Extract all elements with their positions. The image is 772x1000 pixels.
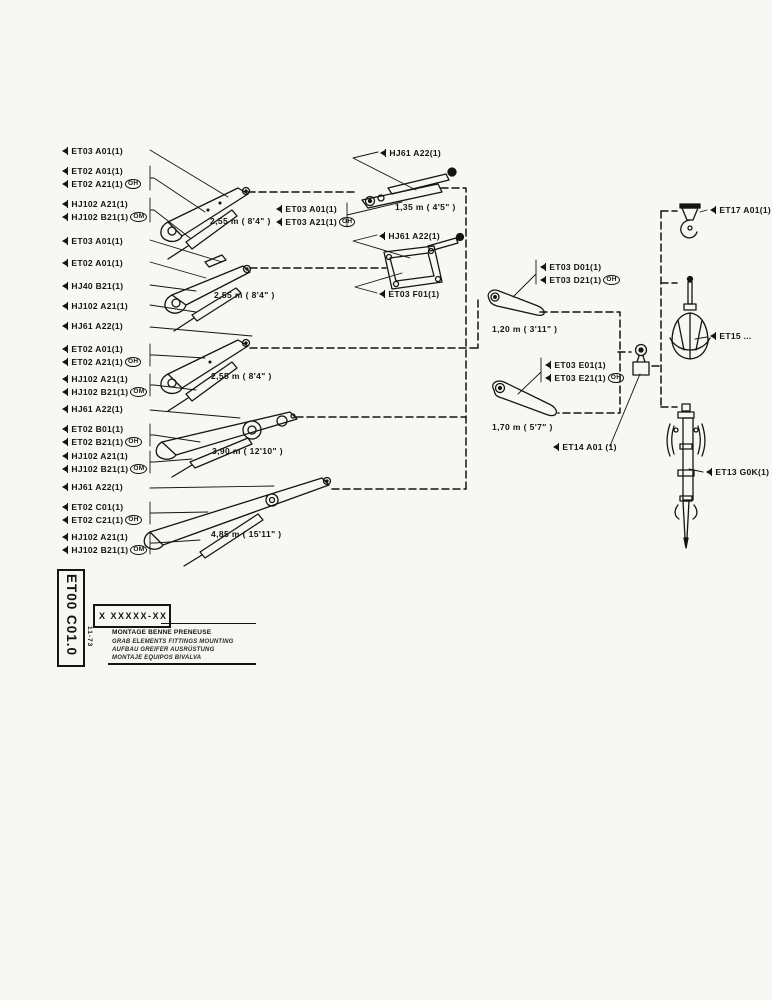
option-badge: OH: [125, 357, 141, 367]
part-ref-text: ET03 E21(1): [554, 373, 606, 383]
part-pointer-icon: [62, 260, 67, 266]
pointer-bar-icon: [550, 361, 551, 369]
part-pointer-icon: [540, 277, 545, 283]
part-label: [62, 437, 142, 447]
part-label: [706, 467, 769, 477]
part-ref-text: ET03 A01(1): [71, 146, 124, 156]
part-pointer-icon: [62, 534, 67, 540]
part-pointer-icon: [710, 333, 715, 339]
part-pointer-icon: [62, 547, 67, 553]
part-pointer-icon: [62, 283, 67, 289]
part-pointer-icon: [62, 517, 67, 523]
pointer-bar-icon: [67, 388, 68, 396]
page-code: ET00 C01.0: [64, 574, 79, 657]
measurement-label: 2,55 m ( 8'4" ): [210, 216, 271, 226]
pointer-bar-icon: [715, 206, 716, 214]
part-pointer-icon: [62, 484, 67, 490]
part-ref-text: ET03 E01(1): [554, 360, 606, 370]
desc-line-de: AUFBAU GREIFER AUSRÜSTUNG: [112, 646, 215, 653]
pointer-bar-icon: [545, 263, 546, 271]
pointer-bar-icon: [67, 483, 68, 491]
desc-line-fr: MONTAGE BENNE PRENEUSE: [112, 629, 212, 636]
part-pointer-icon: [62, 504, 67, 510]
option-badge: OH: [603, 275, 619, 285]
part-label: [553, 442, 617, 452]
pointer-bar-icon: [281, 218, 282, 226]
lever-170-drawing: [493, 381, 557, 415]
pointer-bar-icon: [545, 276, 546, 284]
part-label: [276, 217, 355, 227]
part-pointer-icon: [62, 238, 67, 244]
part-ref-text: HJ61 A22(1): [389, 148, 442, 158]
measurement-label: 2,55 m ( 8'4" ): [211, 371, 272, 381]
pointer-bar-icon: [67, 282, 68, 290]
part-pointer-icon: [62, 466, 67, 472]
part-pointer-icon: [62, 181, 67, 187]
part-ref-text: ET17 A01(1): [719, 205, 772, 215]
part-label: [62, 281, 123, 291]
pointer-bar-icon: [67, 237, 68, 245]
pointer-bar-icon: [550, 374, 551, 382]
part-pointer-icon: [62, 439, 67, 445]
part-pointer-icon: [62, 168, 67, 174]
title-block-description: [112, 629, 262, 662]
part-pointer-icon: [62, 359, 67, 365]
part-ref-text: ET02 C21(1): [71, 515, 124, 525]
part-pointer-icon: [62, 406, 67, 412]
part-ref-text: ET02 C01(1): [71, 502, 124, 512]
part-pointer-icon: [553, 444, 558, 450]
option-badge: OH: [339, 217, 355, 227]
part-label: [62, 464, 147, 474]
part-pointer-icon: [710, 207, 715, 213]
part-label: [276, 204, 337, 214]
part-label: [62, 321, 123, 331]
boom-485-drawing: [144, 478, 330, 567]
part-pointer-icon: [276, 219, 281, 225]
part-ref-text: ET03 F01(1): [388, 289, 440, 299]
part-label: [540, 275, 620, 285]
part-label: [62, 532, 128, 542]
part-label: [379, 231, 440, 241]
part-label: [62, 179, 141, 189]
part-label: [62, 301, 128, 311]
part-ref-text: HJ61 A22(1): [71, 404, 124, 414]
pointer-bar-icon: [67, 167, 68, 175]
grab-et13-drawing: [667, 404, 705, 548]
part-number-box: [93, 604, 171, 628]
option-badge: OM: [130, 387, 147, 397]
hook-et17-drawing: [680, 204, 700, 238]
part-pointer-icon: [380, 150, 385, 156]
option-badge: OH: [125, 437, 141, 447]
pointer-bar-icon: [281, 205, 282, 213]
part-ref-text: ET03 A01(1): [285, 204, 338, 214]
part-pointer-icon: [62, 376, 67, 382]
part-ref-text: HJ102 B21(1): [71, 464, 129, 474]
pointer-bar-icon: [67, 322, 68, 330]
option-badge: OH: [125, 179, 141, 189]
pointer-bar-icon: [67, 180, 68, 188]
part-label: [62, 357, 141, 367]
part-ref-text: ET02 B21(1): [71, 437, 124, 447]
part-label: [62, 236, 123, 246]
part-pointer-icon: [62, 201, 67, 207]
pointer-bar-icon: [67, 259, 68, 267]
pointer-bar-icon: [67, 213, 68, 221]
part-pointer-icon: [62, 453, 67, 459]
option-badge: OM: [130, 464, 147, 474]
part-label: [540, 262, 601, 272]
part-label: [710, 205, 771, 215]
part-ref-text: ET02 A01(1): [71, 344, 124, 354]
pointer-bar-icon: [67, 358, 68, 366]
part-pointer-icon: [540, 264, 545, 270]
part-ref-text: ET03 A01(1): [71, 236, 124, 246]
part-number-text: X XXXXX-XX: [99, 611, 168, 621]
part-ref-text: ET15 ...: [719, 331, 752, 341]
pointer-bar-icon: [67, 503, 68, 511]
part-label: [62, 451, 128, 461]
pointer-bar-icon: [67, 533, 68, 541]
part-ref-text: ET02 A21(1): [71, 179, 124, 189]
part-label: [62, 199, 128, 209]
pointer-bar-icon: [67, 465, 68, 473]
part-pointer-icon: [62, 346, 67, 352]
part-ref-text: HJ40 B21(1): [71, 281, 124, 291]
part-label: [62, 424, 123, 434]
pointer-bar-icon: [67, 546, 68, 554]
pin-et14-drawing: [633, 345, 649, 376]
part-ref-text: HJ61 A22(1): [388, 231, 441, 241]
part-label: [62, 502, 123, 512]
part-label: [545, 373, 624, 383]
pointer-bar-icon: [711, 468, 712, 476]
part-pointer-icon: [545, 362, 550, 368]
pointer-bar-icon: [67, 200, 68, 208]
part-ref-text: HJ102 A21(1): [71, 301, 129, 311]
pointer-bar-icon: [67, 405, 68, 413]
part-ref-text: HJ102 B21(1): [71, 212, 129, 222]
part-pointer-icon: [379, 291, 384, 297]
part-pointer-icon: [62, 214, 67, 220]
part-ref-text: HJ102 A21(1): [71, 451, 129, 461]
page-date: 11-73: [86, 626, 93, 648]
part-ref-text: ET02 A01(1): [71, 166, 124, 176]
measurement-label: 1,70 m ( 5'7" ): [492, 422, 553, 432]
part-label: [62, 166, 123, 176]
part-ref-text: HJ102 B21(1): [71, 545, 129, 555]
pointer-bar-icon: [67, 302, 68, 310]
part-ref-text: ET03 A21(1): [285, 217, 338, 227]
part-pointer-icon: [62, 426, 67, 432]
part-ref-text: ET13 G0K(1): [715, 467, 770, 477]
part-pointer-icon: [62, 389, 67, 395]
measurement-label: 2,55 m ( 8'4" ): [214, 290, 275, 300]
part-label: [710, 331, 752, 341]
measurement-label: 4,85 m ( 15'11" ): [211, 529, 282, 539]
pointer-bar-icon: [384, 290, 385, 298]
part-label: [62, 258, 123, 268]
part-label: [62, 404, 123, 414]
part-label: [62, 545, 147, 555]
measurement-label: 1,35 m ( 4'5" ): [395, 202, 456, 212]
part-ref-text: HJ102 A21(1): [71, 199, 129, 209]
part-label: [62, 344, 123, 354]
option-badge: OH: [125, 515, 141, 525]
part-pointer-icon: [62, 303, 67, 309]
title-block-rule-bottom: [108, 663, 256, 665]
pointer-bar-icon: [67, 345, 68, 353]
pointer-bar-icon: [67, 147, 68, 155]
part-ref-text: HJ102 B21(1): [71, 387, 129, 397]
part-pointer-icon: [545, 375, 550, 381]
part-ref-text: HJ102 A21(1): [71, 532, 129, 542]
boom-390-drawing: [156, 412, 297, 477]
part-pointer-icon: [62, 323, 67, 329]
part-pointer-icon: [276, 206, 281, 212]
title-block-rule-top: [161, 623, 256, 624]
pointer-bar-icon: [67, 438, 68, 446]
part-pointer-icon: [379, 233, 384, 239]
pointer-bar-icon: [67, 425, 68, 433]
pointer-bar-icon: [558, 443, 559, 451]
bracket-f01-drawing: [384, 234, 464, 290]
option-badge: OH: [608, 373, 624, 383]
part-pointer-icon: [62, 148, 67, 154]
part-ref-text: ET03 D01(1): [549, 262, 602, 272]
grab-et15-drawing: [670, 277, 710, 360]
part-label: [62, 374, 128, 384]
part-label: [62, 387, 147, 397]
desc-line-en: GRAB ELEMENTS FITTINGS MOUNTING: [112, 638, 234, 645]
part-label: [545, 360, 606, 370]
measurement-label: 3,90 m ( 12'10" ): [212, 446, 283, 456]
part-label: [62, 146, 123, 156]
option-badge: OM: [130, 545, 147, 555]
part-ref-text: HJ61 A22(1): [71, 482, 124, 492]
part-label: [62, 482, 123, 492]
part-ref-text: ET02 B01(1): [71, 424, 124, 434]
option-badge: OM: [130, 212, 147, 222]
part-label: [380, 148, 441, 158]
part-label: [62, 212, 147, 222]
part-ref-text: ET14 A01 (1): [562, 442, 617, 452]
desc-line-es: MONTAJE EQUIPOS BIVALVA: [112, 654, 202, 661]
part-label: [379, 289, 439, 299]
part-ref-text: HJ102 A21(1): [71, 374, 129, 384]
pointer-bar-icon: [67, 452, 68, 460]
pointer-bar-icon: [67, 375, 68, 383]
part-label: [62, 515, 142, 525]
part-ref-text: ET03 D21(1): [549, 275, 602, 285]
part-ref-text: ET02 A21(1): [71, 357, 124, 367]
part-ref-text: ET02 A01(1): [71, 258, 124, 268]
part-pointer-icon: [706, 469, 711, 475]
pointer-bar-icon: [384, 232, 385, 240]
pointer-bar-icon: [715, 332, 716, 340]
pointer-bar-icon: [385, 149, 386, 157]
pointer-bar-icon: [67, 516, 68, 524]
measurement-label: 1,20 m ( 3'11" ): [492, 324, 558, 334]
part-ref-text: HJ61 A22(1): [71, 321, 124, 331]
